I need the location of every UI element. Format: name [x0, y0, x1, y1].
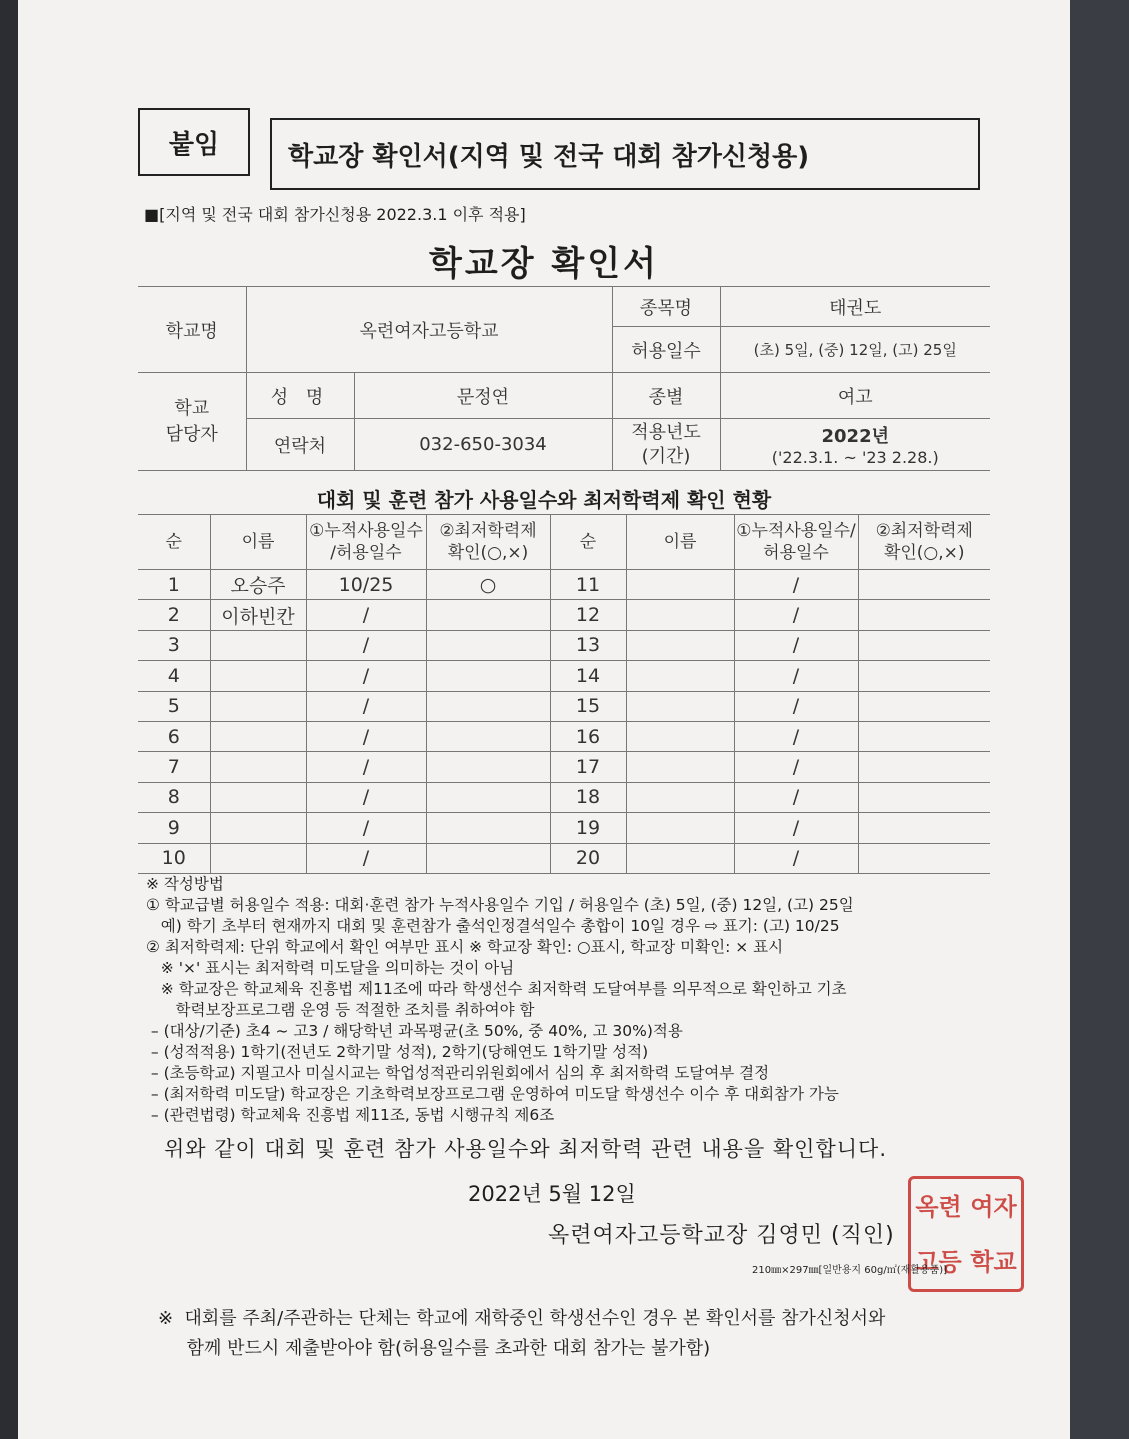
cell-r-check — [858, 661, 990, 691]
cell-r-days: / — [734, 570, 858, 600]
principal-signature-line: 옥련여자고등학교장 김영민 (직인) — [548, 1223, 895, 1248]
period-label: 적용년도 (기간) — [612, 419, 720, 471]
guideline-line: 예) 학기 초부터 현재까지 대회 및 훈련참가 출석인정결석일수 총합이 10일 경우 ⇨ 표기: (고) 10/25 — [146, 917, 840, 935]
table-row — [138, 843, 990, 873]
table-row — [138, 661, 990, 691]
seal-glyph: 고등 — [915, 1247, 962, 1276]
seal-glyph: 여자 — [970, 1192, 1017, 1221]
cell-r-num: 12 — [550, 600, 626, 630]
page-title: 학교장 확인서 — [429, 244, 659, 284]
school-name-value: 옥련여자고등학교 — [246, 287, 612, 373]
cell-l-days: / — [306, 843, 426, 873]
guideline-line: – (대상/기준) 초4 ~ 고3 / 해당학년 과목평균(초 50%, 중 40%, 고 30%)적용 — [146, 1022, 683, 1040]
cell-l-num: 1 — [138, 570, 210, 600]
col-header-days: ①누적사용일수 /허용일수 — [306, 515, 426, 570]
table-row — [138, 752, 990, 782]
table-row — [138, 570, 990, 600]
cell-l-days: 10/25 — [306, 570, 426, 600]
cell-l-check — [426, 661, 550, 691]
paper-size-note: 210㎜×297㎜[일반용지 60g/㎡(재활용품)] — [752, 1265, 948, 1276]
cell-r-check — [858, 630, 990, 660]
writing-guidelines — [146, 874, 1026, 1126]
cell-r-num: 17 — [550, 752, 626, 782]
cell-l-num: 9 — [138, 813, 210, 843]
guideline-line: ① 학교급별 허용일수 적용: 대회·훈련 참가 누적사용일수 기입 / 허용일수 (초) 5일, (중) 12일, (고) 25일 — [146, 896, 854, 914]
cell-r-check — [858, 752, 990, 782]
cell-l-name: 오승주 — [210, 570, 306, 600]
cell-r-name — [626, 843, 734, 873]
cell-r-check — [858, 843, 990, 873]
school-name-label: 학교명 — [138, 287, 246, 373]
contact-label: 연락처 — [246, 419, 354, 471]
seal-glyph: 학교 — [970, 1247, 1017, 1276]
cell-l-days: / — [306, 630, 426, 660]
col-header-check-right: ②최저학력제 확인(○,×) — [858, 515, 990, 570]
cell-r-check — [858, 691, 990, 721]
name-label: 성 명 — [246, 373, 354, 419]
guideline-line: 학력보장프로그램 운영 등 적절한 조치를 취하여야 함 — [146, 1001, 535, 1019]
usage-table-body — [138, 570, 990, 874]
cell-l-name — [210, 843, 306, 873]
cell-l-num: 7 — [138, 752, 210, 782]
cell-l-days: / — [306, 721, 426, 751]
cell-r-num: 19 — [550, 813, 626, 843]
table-row — [138, 600, 990, 630]
cell-r-days: / — [734, 843, 858, 873]
applicability-notice: ■[지역 및 전국 대회 참가신청용 2022.3.1 이후 적용] — [144, 205, 526, 224]
cell-r-name — [626, 630, 734, 660]
cell-r-check — [858, 721, 990, 751]
cell-r-num: 11 — [550, 570, 626, 600]
contact-value: 032-650-3034 — [354, 419, 612, 471]
cell-r-days: / — [734, 782, 858, 812]
document-page — [18, 0, 1070, 1439]
period-cell — [720, 419, 990, 471]
name-value: 문정연 — [354, 373, 612, 419]
school-info-table — [138, 286, 990, 471]
cell-l-check: ○ — [426, 570, 550, 600]
cell-r-days: / — [734, 691, 858, 721]
footer-notice: ※ 대회를 주최/주관하는 단체는 학교에 재학중인 학생선수인 경우 본 확인서를 참가신청서와 함께 반드시 제출받아야 함(허용일수를 초과한 대회 참가는 불가함) — [158, 1308, 886, 1359]
cell-r-name — [626, 570, 734, 600]
allowed-days-value: (초) 5일, (중) 12일, (고) 25일 — [720, 327, 990, 373]
cell-l-days: / — [306, 661, 426, 691]
cell-r-num: 15 — [550, 691, 626, 721]
sport-value: 태권도 — [720, 287, 990, 327]
table-row — [138, 691, 990, 721]
document-header-title: 학교장 확인서(지역 및 전국 대회 참가신청용) — [270, 118, 980, 190]
cell-l-num: 8 — [138, 782, 210, 812]
cell-r-days: / — [734, 721, 858, 751]
cell-l-num: 3 — [138, 630, 210, 660]
cell-l-check — [426, 600, 550, 630]
cell-l-name — [210, 661, 306, 691]
cell-r-days: / — [734, 813, 858, 843]
guideline-line: ※ 작성방법 — [146, 875, 224, 893]
cell-r-days: / — [734, 600, 858, 630]
cell-r-name — [626, 782, 734, 812]
cell-r-check — [858, 782, 990, 812]
cell-l-check — [426, 691, 550, 721]
category-label: 종별 — [612, 373, 720, 419]
guideline-line: ② 최저학력제: 단위 학교에서 확인 여부만 표시 ※ 학교장 확인: ○표시, 학교장 미확인: × 표시 — [146, 938, 784, 956]
manager-label: 학교 담당자 — [138, 373, 246, 471]
cell-l-check — [426, 813, 550, 843]
cell-r-name — [626, 600, 734, 630]
guideline-line: – (최저학력 미도달) 학교장은 기초학력보장프로그램 운영하여 미도달 학생선수 이수 후 대회참가 가능 — [146, 1085, 839, 1103]
cell-l-num: 2 — [138, 600, 210, 630]
section-title: 대회 및 훈련 참가 사용일수와 최저학력제 확인 현황 — [316, 488, 772, 512]
table-row — [138, 813, 990, 843]
seal-glyph: 옥련 — [915, 1192, 962, 1221]
category-value: 여고 — [720, 373, 990, 419]
col-header-days-right: ①누적사용일수/ 허용일수 — [734, 515, 858, 570]
cell-l-days: / — [306, 691, 426, 721]
cell-r-days: / — [734, 630, 858, 660]
cell-l-name — [210, 691, 306, 721]
cell-r-name — [626, 691, 734, 721]
cell-l-check — [426, 630, 550, 660]
cell-l-name — [210, 630, 306, 660]
col-header-check: ②최저학력제 확인(○,×) — [426, 515, 550, 570]
cell-r-num: 13 — [550, 630, 626, 660]
usage-table — [138, 514, 990, 874]
cell-r-check — [858, 600, 990, 630]
guideline-line: ※ 학교장은 학교체육 진흥법 제11조에 따라 학생선수 최저학력 도달여부를 의무적으로 확인하고 기초 — [146, 980, 847, 998]
cell-r-days: / — [734, 661, 858, 691]
cell-r-name — [626, 661, 734, 691]
cell-l-name — [210, 752, 306, 782]
cell-r-name — [626, 813, 734, 843]
cell-r-name — [626, 752, 734, 782]
cell-l-check — [426, 782, 550, 812]
cell-l-name — [210, 721, 306, 751]
confirmation-statement: 위와 같이 대회 및 훈련 참가 사용일수와 최저학력 관련 내용을 확인합니다. — [164, 1137, 888, 1161]
cell-r-name — [626, 721, 734, 751]
year-value: 2022년 — [821, 426, 889, 447]
cell-l-num: 5 — [138, 691, 210, 721]
cell-l-check — [426, 721, 550, 751]
col-header-num-right: 순 — [550, 515, 626, 570]
issue-date: 2022년 5월 12일 — [468, 1182, 636, 1206]
cell-l-check — [426, 843, 550, 873]
sport-label: 종목명 — [612, 287, 720, 327]
cell-r-num: 16 — [550, 721, 626, 751]
cell-r-check — [858, 570, 990, 600]
table-row — [138, 782, 990, 812]
cell-l-days: / — [306, 600, 426, 630]
table-row — [138, 630, 990, 660]
cell-r-check — [858, 813, 990, 843]
guideline-line: ※ '×' 표시는 최저학력 미도달을 의미하는 것이 아님 — [146, 959, 515, 977]
cell-l-num: 10 — [138, 843, 210, 873]
cell-l-name: 이하빈칸 — [210, 600, 306, 630]
guideline-line: – (관련법령) 학교체육 진흥법 제11조, 동법 시행규칙 제6조 — [146, 1106, 555, 1124]
cell-l-days: / — [306, 813, 426, 843]
cell-r-num: 14 — [550, 661, 626, 691]
guideline-line: – (초등학교) 지필고사 미실시교는 학업성적관리위원회에서 심의 후 최저학력 도달여부 결정 — [146, 1064, 770, 1082]
period-value: ('22.3.1. ~ '23 2.28.) — [771, 448, 939, 467]
col-header-name: 이름 — [210, 515, 306, 570]
cell-l-days: / — [306, 752, 426, 782]
table-row — [138, 721, 990, 751]
cell-l-days: / — [306, 782, 426, 812]
col-header-num: 순 — [138, 515, 210, 570]
cell-r-days: / — [734, 752, 858, 782]
cell-l-name — [210, 813, 306, 843]
cell-l-num: 6 — [138, 721, 210, 751]
guideline-line: – (성적적용) 1학기(전년도 2학기말 성적), 2학기(당해연도 1학기말 성적) — [146, 1043, 649, 1061]
col-header-name-right: 이름 — [626, 515, 734, 570]
cell-r-num: 20 — [550, 843, 626, 873]
cell-l-check — [426, 752, 550, 782]
cell-r-num: 18 — [550, 782, 626, 812]
cell-l-num: 4 — [138, 661, 210, 691]
cell-l-name — [210, 782, 306, 812]
allowed-days-label: 허용일수 — [612, 327, 720, 373]
attachment-tag: 붙임 — [138, 108, 250, 176]
